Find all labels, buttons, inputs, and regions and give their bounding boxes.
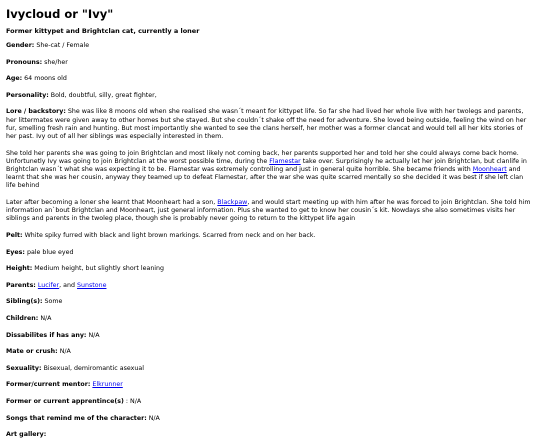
lucifer-link[interactable]: Lucifer	[37, 281, 60, 289]
gallery-label: Art gallery:	[6, 431, 47, 439]
lore-text-2a: She told her parents she was going to join Brightclan and most likely not coming back, her parents supported her and told her she could always come back home. Unfortunetly Ivy was going to join Brightclan at the worst possible time, during the	[6, 149, 519, 165]
gallery-field	[6, 431, 534, 439]
age-value: 64 moons old	[22, 75, 67, 83]
disabilities-field	[6, 332, 534, 340]
children-label: Children:	[6, 314, 39, 322]
lore-label: Lore / backstory:	[6, 108, 66, 116]
gender-value: She-cat / Female	[34, 42, 90, 49]
siblings-value: Some	[42, 298, 63, 306]
blackpaw-link[interactable]: Blackpaw	[217, 198, 248, 206]
page-title: Ivycloud or "Ivy"	[6, 7, 114, 21]
sexuality-field	[6, 365, 534, 373]
sexuality-value: Bisexual, demiromantic asexual	[41, 364, 144, 372]
mentor-field	[6, 381, 534, 389]
siblings-label: Sibling(s):	[6, 298, 43, 306]
sunstone-link[interactable]: Sunstone	[77, 281, 107, 289]
lore-text-3b: , and would start meeting up with him after he was forced to join Brightclan. She told him information an`bout Brightclan and Moonheart, just general information. Plus she wanted to get to know her cousin´s kit. Nowdays she also sometimes visits her siblings and parents in the twoleg place, though she is probably never going to return to the kittypet life again	[6, 198, 531, 223]
moonheart-link[interactable]: Moonheart	[472, 165, 507, 173]
parents-separator: , and	[59, 281, 77, 289]
lore-text-3a: Later after becoming a loner she learnt that Moonheart had a son,	[6, 198, 218, 206]
disabilities-label: Dissabilites if has any:	[6, 331, 87, 339]
mate-label: Mate or crush:	[6, 348, 58, 356]
songs-field	[6, 415, 534, 423]
sexuality-label: Sexuality:	[6, 364, 42, 372]
eyes-value: pale blue eyed	[24, 248, 74, 256]
pronouns-value: she/her	[42, 58, 68, 66]
songs-label: Songs that remind me of the character:	[6, 414, 147, 422]
pelt-label: Pelt:	[6, 231, 23, 239]
height-field	[6, 265, 534, 273]
lore-text-2c: and learnt that she was her cousin, anyway they teamed up to defeat Flamestar, after the war she was quite scarred mentally so she decided it was best if she left clan life behind	[6, 165, 524, 190]
lore-text-2b: take over. Surprisingly he actually let her join Brightclan, but clanlife in Brightclan wasn´t what she was expecting it to be. Flamestar was extremely controlling and just in general quite horrible. She became friends with	[6, 157, 527, 173]
eyes-field	[6, 249, 534, 257]
personality-field	[6, 92, 534, 100]
pronouns-field	[6, 59, 534, 67]
apprentice-value: : N/A	[123, 397, 142, 405]
elkrunner-link[interactable]: Elkrunner	[92, 381, 123, 389]
lore-paragraph-2	[6, 150, 534, 191]
songs-value: N/A	[146, 414, 160, 422]
parents-label: Parents:	[6, 281, 36, 289]
mate-field	[6, 348, 534, 356]
disabilities-value: N/A	[86, 331, 100, 339]
lore-paragraph-3	[6, 199, 534, 224]
height-label: Height:	[6, 265, 33, 273]
mate-value: N/A	[57, 348, 71, 356]
children-field	[6, 315, 534, 323]
pelt-value: White spiky furred with black and light brown markings. Scarred from neck and on her back.	[22, 231, 316, 239]
parents-field	[6, 282, 534, 290]
lore-paragraph-1	[6, 108, 534, 141]
lore-text-1: She was like 8 moons old when she realised she wasn´t meant for kittypet life. So far she had lived her whole live with her twolegs and parents, her littermates were given away to other homes but she stayed. But she couldn´t shake off the need for adventure. She loved being outside, feeling the wind on her fur, smelling fresh rain and hunting. But most importantly she wanted to see the clans herself, her mother was a former clancat and would tell all her kits stories of her past. Ivy out of all her siblings was especially interested in them.	[6, 108, 527, 140]
gender-field	[6, 42, 534, 50]
siblings-field	[6, 298, 534, 306]
apprentice-label: Former or current apprentince(s)	[6, 397, 124, 405]
gender-label: Gender:	[6, 42, 35, 49]
mentor-label: Former/current mentor:	[6, 381, 91, 389]
personality-label: Personality:	[6, 91, 49, 99]
personality-value: Bold, doubtful, silly, great fighter,	[48, 91, 157, 99]
eyes-label: Eyes:	[6, 248, 25, 256]
age-field	[6, 75, 534, 83]
height-value: Medium height, but slightly short leaning	[32, 265, 165, 273]
age-label: Age:	[6, 75, 23, 83]
pelt-field	[6, 232, 534, 240]
flamestar-link[interactable]: Flamestar	[269, 157, 301, 165]
page-subtitle: Former kittypet and Brightclan cat, currently a loner	[6, 27, 200, 35]
pronouns-label: Pronouns:	[6, 58, 43, 66]
children-value: N/A	[38, 314, 52, 322]
